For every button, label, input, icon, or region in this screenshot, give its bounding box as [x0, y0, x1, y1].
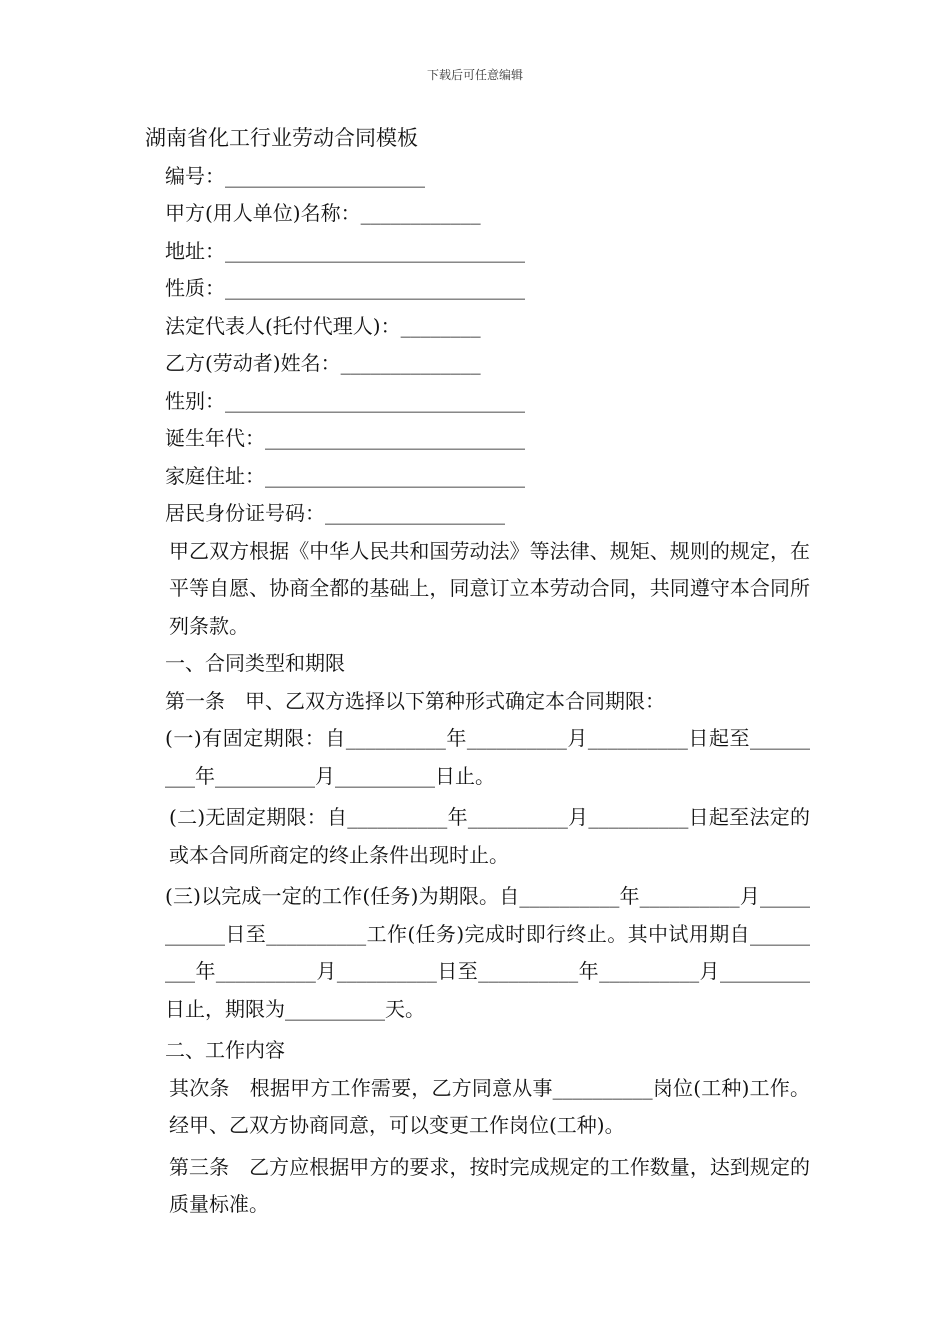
field-legal-representative: 法定代表人(托付代理人)：________	[165, 313, 481, 338]
term-option-open-ended: (二)无固定期限：自__________年__________月__________日起至法定的或本合同所商定的终止条件出现时止。	[169, 805, 810, 867]
field-address: 地址：______________________________	[165, 238, 525, 263]
field-contract-number: 编号：____________________	[165, 163, 425, 188]
field-employee-name: 乙方(劳动者)姓名：______________	[165, 351, 481, 375]
preamble-paragraph: 甲乙双方根据《中华人民共和国劳动法》等法律、规矩、规则的规定，在平等自愿、协商全都的基础上，同意订立本劳动合同，共同遵守本合同所列条款。	[169, 538, 810, 638]
field-birth-date: 诞生年代：__________________________	[165, 426, 525, 450]
term-option-task-based: (三)以完成一定的工作(任务)为期限。自__________年__________月___________日至__________工作(任务)完成时即行终止。其中试用期自_________年__________月__________日至__________年__________月_________日止，期限为__________天。	[165, 884, 810, 1021]
article-2: 其次条 根据甲方工作需要，乙方同意从事__________岗位(工种)工作。经甲、乙双方协商同意，可以变更工作岗位(工种)。	[169, 1075, 810, 1137]
field-id-number: 居民身份证号码：__________________	[165, 501, 505, 525]
field-gender: 性别：______________________________	[165, 388, 525, 413]
section-heading-contract-type: 一、合同类型和期限	[165, 651, 345, 675]
document-title: 湖南省化工行业劳动合同模板	[145, 126, 418, 150]
term-option-fixed: (一)有固定期限：自__________年__________月__________日起至_________年__________月__________日止。	[165, 726, 810, 788]
field-home-address: 家庭住址：__________________________	[165, 463, 525, 488]
document-body	[145, 120, 810, 1224]
section-heading-work-content: 二、工作内容	[165, 1038, 285, 1062]
article-3: 第三条 乙方应根据甲方的要求，按时完成规定的工作数量，达到规定的质量标准。	[169, 1154, 810, 1216]
article-1: 第一条 甲、乙双方选择以下第种形式确定本合同期限：	[165, 688, 665, 713]
header-note: 下载后可任意编辑	[426, 68, 523, 82]
field-employer-name: 甲方(用人单位)名称：____________	[165, 201, 481, 225]
field-nature: 性质：______________________________	[165, 276, 525, 300]
